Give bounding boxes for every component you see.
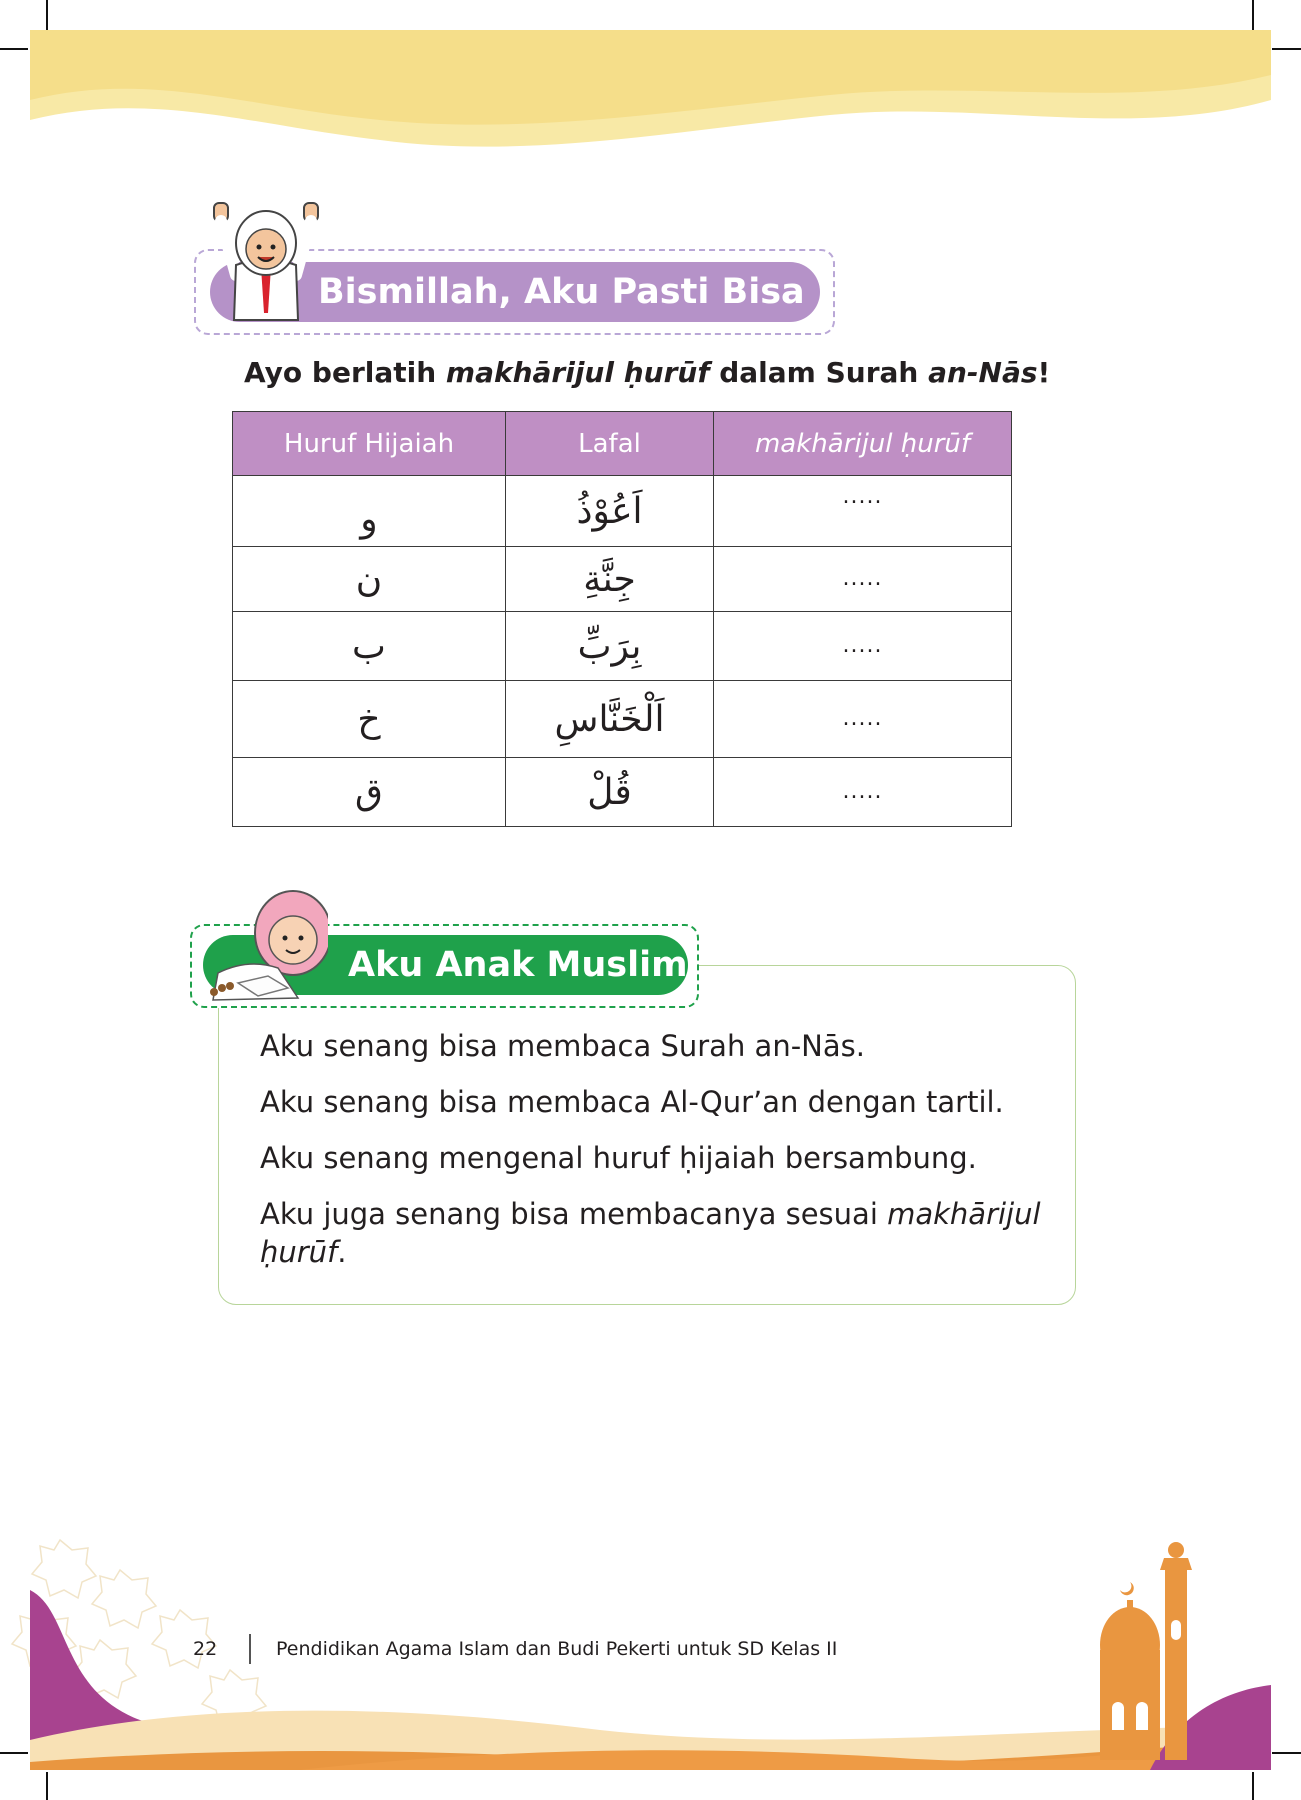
lafal-cell: جِنَّةِ — [506, 547, 714, 612]
makharij-answer-cell: ..... — [714, 476, 1012, 547]
muslim-statement: Aku senang mengenal huruf ḥijaiah bersambung. — [260, 1141, 977, 1175]
muslim-title: Aku Anak Muslim — [348, 945, 688, 985]
crop-mark — [1252, 0, 1254, 30]
muslim-statement: Aku senang bisa membaca Surah an-Nās. — [260, 1029, 865, 1063]
makharij-answer-cell: ..... — [714, 547, 1012, 612]
practice-instruction: Ayo berlatih makhārijul ḥurūf dalam Surah an-Nās! — [244, 356, 1051, 389]
table-row — [233, 476, 1012, 547]
table-row — [233, 758, 1012, 827]
footer-decoration — [0, 1530, 1301, 1800]
page-number: 22 — [193, 1638, 218, 1660]
book-title: Pendidikan Agama Islam dan Budi Pekerti untuk SD Kelas II — [276, 1638, 838, 1660]
lafal-cell: بِرَبِّ — [506, 612, 714, 681]
table-header-row — [233, 412, 1012, 476]
header-wave-decoration — [30, 30, 1271, 160]
huruf-cell: ن — [233, 547, 506, 612]
huruf-cell: ب — [233, 612, 506, 681]
boy-character-illustration — [206, 195, 326, 325]
lafal-cell: اَلْخَنَّاسِ — [506, 681, 714, 758]
crop-mark — [0, 48, 28, 50]
huruf-cell: و — [233, 476, 506, 547]
lafal-cell: قُلْ — [506, 758, 714, 827]
girl-character-illustration — [208, 888, 328, 1003]
muslim-statement: Aku juga senang bisa membacanya sesuai makhārijul ḥurūf. — [260, 1197, 1041, 1269]
column-header-huruf: Huruf Hijaiah — [233, 412, 506, 476]
makharij-answer-cell: ..... — [714, 612, 1012, 681]
crop-mark — [1272, 48, 1301, 50]
column-header-makharij: makhārijul ḥurūf — [714, 412, 1012, 476]
lafal-cell: اَعُوْذُ — [506, 476, 714, 547]
table-row — [233, 681, 1012, 758]
column-header-lafal: Lafal — [506, 412, 714, 476]
makharij-answer-cell: ..... — [714, 681, 1012, 758]
makharij-answer-cell: ..... — [714, 758, 1012, 827]
hijaiah-practice-table — [232, 411, 1012, 827]
practice-title: Bismillah, Aku Pasti Bisa — [318, 272, 805, 312]
footer-separator — [249, 1634, 251, 1664]
table-row — [233, 612, 1012, 681]
huruf-cell: خ — [233, 681, 506, 758]
muslim-statement: Aku senang bisa membaca Al-Qur’an dengan tartil. — [260, 1085, 1004, 1119]
huruf-cell: ق — [233, 758, 506, 827]
table-row — [233, 547, 1012, 612]
crop-mark — [46, 0, 48, 30]
